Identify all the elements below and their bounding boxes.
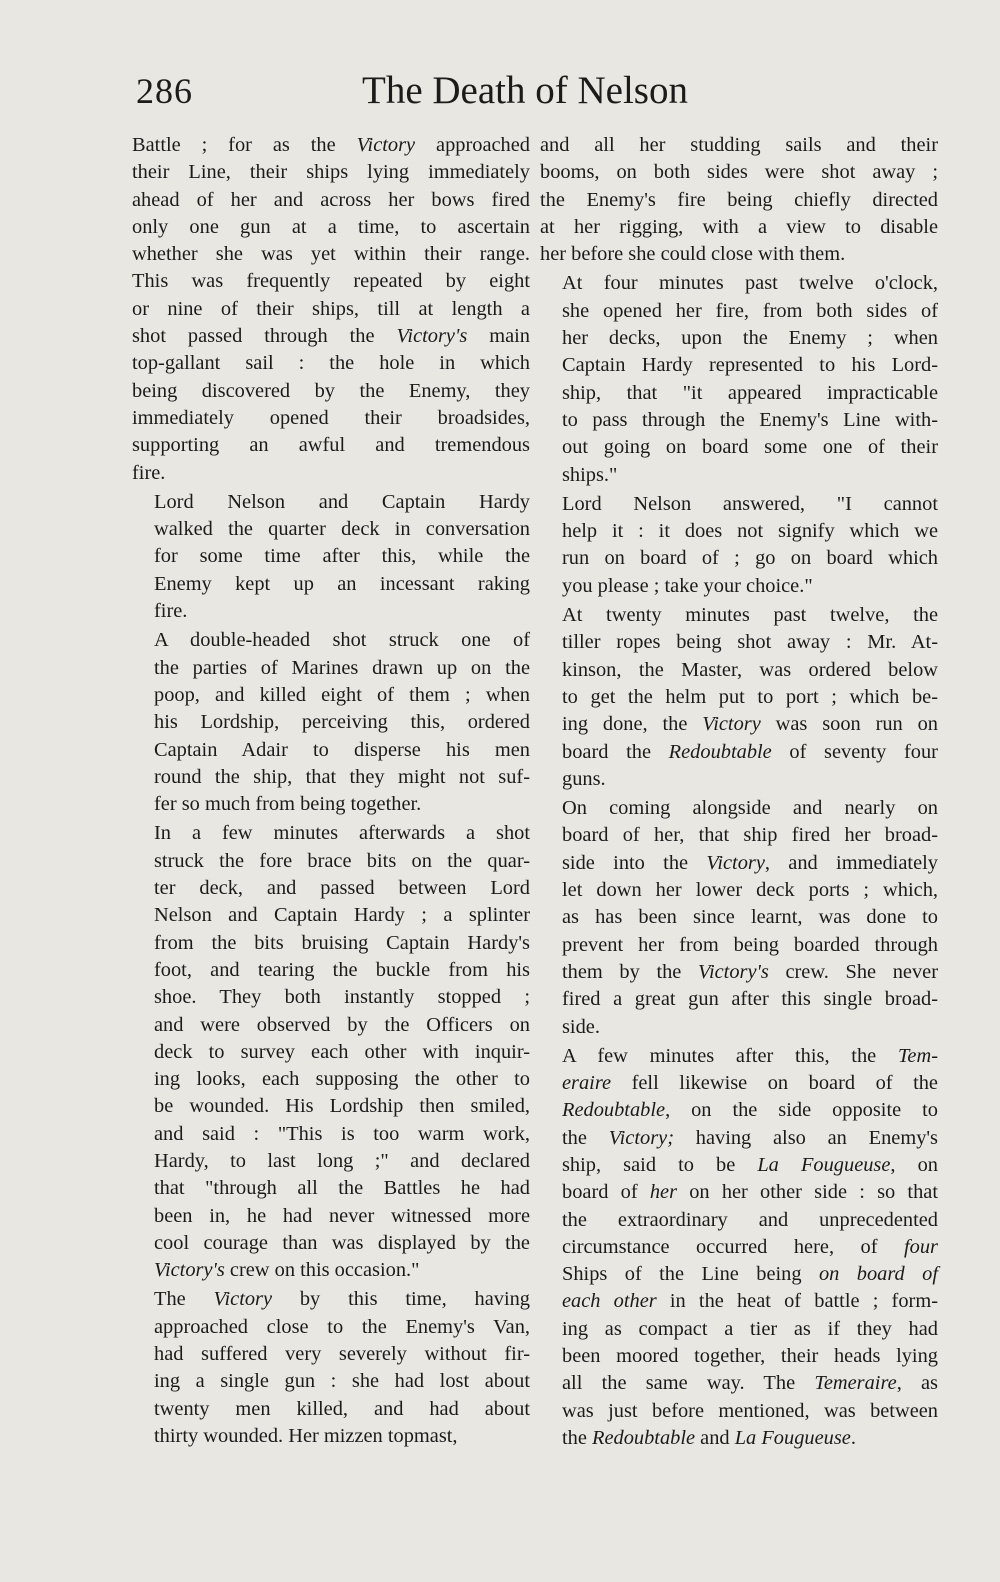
text-line: prevent her from being boarded through (562, 933, 938, 956)
text-line: let down her lower deck ports ; which, (562, 879, 938, 902)
text-line: been in, he had never witnessed more (154, 1204, 530, 1227)
text-line: the extraordinary and unprecedented (562, 1208, 938, 1231)
right-text-column (540, 132, 938, 1452)
text-line: circumstance occurred here, of four (562, 1235, 938, 1258)
text-line: round the ship, that they might not suf- (154, 765, 530, 788)
text-line: Nelson and Captain Hardy ; a splinter (154, 904, 530, 927)
text-line: from the bits bruising Captain Hardy's (154, 931, 530, 954)
text-line: to get the helm put to port ; which be- (562, 685, 938, 708)
text-line: thirty wounded. Her mizzen topmast, (154, 1424, 458, 1447)
text-line: only one gun at a time, to ascertain (132, 215, 530, 238)
text-line: for some time after this, while the (154, 545, 530, 568)
text-line: Battle ; for as the Victory approached (132, 134, 530, 156)
text-line: immediately opened their broadsides, (132, 406, 530, 429)
text-line: ing a single gun : she had lost about (154, 1370, 530, 1393)
text-line: walked the quarter deck in conversation (154, 518, 530, 541)
left-text-column (132, 132, 530, 1450)
text-line: ter deck, and passed between Lord (154, 877, 530, 900)
paragraph (540, 270, 938, 488)
text-line: board the Redoubtable of seventy four (562, 740, 938, 763)
text-line: twenty men killed, and had about (154, 1397, 530, 1420)
text-line: This was frequently repeated by eight (132, 270, 530, 293)
text-line: fire. (132, 461, 166, 484)
paragraph (540, 795, 938, 1041)
text-line: them by the Victory's crew. She never (562, 960, 938, 983)
text-line: A double-headed shot struck one of (154, 629, 530, 652)
text-line: shot passed through the Victory's main (132, 325, 530, 348)
text-line: Lord Nelson and Captain Hardy (154, 490, 530, 513)
text-line: her decks, upon the Enemy ; when (562, 327, 938, 350)
text-line: whether she was yet within their range. (132, 243, 530, 266)
text-line: you please ; take your choice." (562, 574, 813, 597)
text-line: Captain Hardy represented to his Lord- (562, 354, 938, 377)
text-line: board of her, that ship fired her broad- (562, 824, 938, 847)
text-line: ing as compact a tier as if they had (562, 1317, 938, 1340)
text-line: eraire fell likewise on board of the (562, 1072, 938, 1095)
text-line: been moored together, their heads lying (562, 1345, 938, 1368)
text-line: all the same way. The Temeraire, as (562, 1372, 938, 1395)
text-line: fer so much from being together. (154, 793, 422, 816)
text-line: or nine of their ships, till at length a (132, 297, 530, 320)
text-line: deck to survey each other with inquir- (154, 1040, 530, 1063)
text-line: ships." (562, 463, 618, 486)
text-line: Redoubtable, on the side opposite to (562, 1099, 938, 1122)
paragraph (540, 132, 938, 268)
text-line: Hardy, to last long ;" and declared (154, 1149, 530, 1172)
text-line: her before she could close with them. (540, 243, 846, 266)
text-line: ahead of her and across her bows fired (132, 188, 530, 211)
text-line: run on board of ; go on board which (562, 547, 938, 570)
text-line: the parties of Marines drawn up on the (154, 656, 530, 679)
paragraph (132, 489, 530, 625)
text-line: approached close to the Enemy's Van, (154, 1315, 530, 1338)
text-line: guns. (562, 767, 606, 790)
text-line: his Lordship, perceiving this, ordered (154, 711, 530, 734)
text-line: At four minutes past twelve o'clock, (562, 272, 938, 295)
text-line: Captain Adair to disperse his men (154, 738, 530, 761)
text-line: ship, said to be La Fougueuse, on (562, 1153, 938, 1176)
text-line: booms, on both sides were shot away ; (540, 161, 938, 184)
page-header (0, 62, 1000, 122)
text-line: cool courage than was displayed by the (154, 1231, 530, 1254)
paragraph (540, 602, 938, 793)
text-line: the Enemy's fire being chiefly directed (540, 188, 938, 211)
text-line: tiller ropes being shot away : Mr. At- (562, 631, 938, 654)
text-line: be wounded. His Lordship then smiled, (154, 1095, 530, 1118)
text-line: their Line, their ships lying immediately (132, 161, 530, 184)
text-line: ing done, the Victory was soon run on (562, 713, 938, 736)
text-line: that "through all the Battles he had (154, 1177, 530, 1200)
text-line: struck the fore brace bits on the quar- (154, 849, 530, 872)
text-line: to pass through the Enemy's Line with- (562, 408, 938, 431)
text-line: At twenty minutes past twelve, the (562, 604, 938, 627)
paragraph (540, 491, 938, 600)
text-line: as has been since learnt, was done to (562, 906, 938, 929)
text-line: poop, and killed eight of them ; when (154, 683, 530, 706)
text-line: and said : "This is too warm work, (154, 1122, 530, 1145)
text-line: the Redoubtable and La Fougueuse. (562, 1426, 856, 1449)
paragraph (132, 1286, 530, 1450)
paragraph (132, 132, 530, 487)
text-line: ing looks, each supposing the other to (154, 1068, 530, 1091)
text-line: she opened her fire, from both sides of (562, 299, 938, 322)
text-line: at her rigging, with a view to disable (540, 215, 938, 238)
text-line: the Victory; having also an Enemy's (562, 1126, 938, 1149)
text-line: Lord Nelson answered, "I cannot (562, 492, 938, 515)
text-line: In a few minutes afterwards a shot (154, 822, 530, 845)
paragraph (132, 820, 530, 1284)
text-line: each other in the heat of battle ; form- (562, 1290, 938, 1313)
text-line: was just before mentioned, was between (562, 1399, 938, 1422)
text-line: A few minutes after this, the Tem- (562, 1044, 938, 1067)
text-line: board of her on her other side : so that (562, 1181, 938, 1204)
text-line: top-gallant sail : the hole in which (132, 352, 530, 375)
text-line: Ships of the Line being on board of (562, 1263, 939, 1286)
paragraph (132, 627, 530, 818)
text-line: ship, that "it appeared impracticable (562, 381, 938, 404)
paragraph (540, 1043, 938, 1452)
text-line: On coming alongside and nearly on (562, 797, 938, 820)
text-line: side. (562, 1015, 600, 1038)
text-line: Enemy kept up an incessant raking (154, 572, 530, 595)
running-title: The Death of Nelson (362, 69, 688, 112)
text-line: being discovered by the Enemy, they (132, 379, 530, 402)
text-line: The Victory by this time, having (154, 1288, 530, 1311)
text-line: side into the Victory, and immediately (562, 851, 938, 874)
text-line: Victory's crew on this occasion." (154, 1259, 420, 1282)
text-line: fire. (154, 600, 188, 623)
text-line: out going on board some one of their (562, 436, 938, 459)
text-line: supporting an awful and tremendous (132, 434, 530, 457)
text-line: shoe. They both instantly stopped ; (154, 986, 530, 1009)
text-line: and were observed by the Officers on (154, 1013, 530, 1036)
page-number: 286 (136, 71, 193, 111)
text-line: had suffered very severely without fir- (154, 1343, 530, 1366)
text-line: help it : it does not signify which we (562, 520, 938, 543)
text-line: kinson, the Master, was ordered below (562, 658, 938, 681)
text-line: foot, and tearing the buckle from his (154, 958, 530, 981)
text-line: and all her studding sails and their (540, 134, 938, 156)
text-line: fired a great gun after this single broad- (562, 988, 938, 1011)
